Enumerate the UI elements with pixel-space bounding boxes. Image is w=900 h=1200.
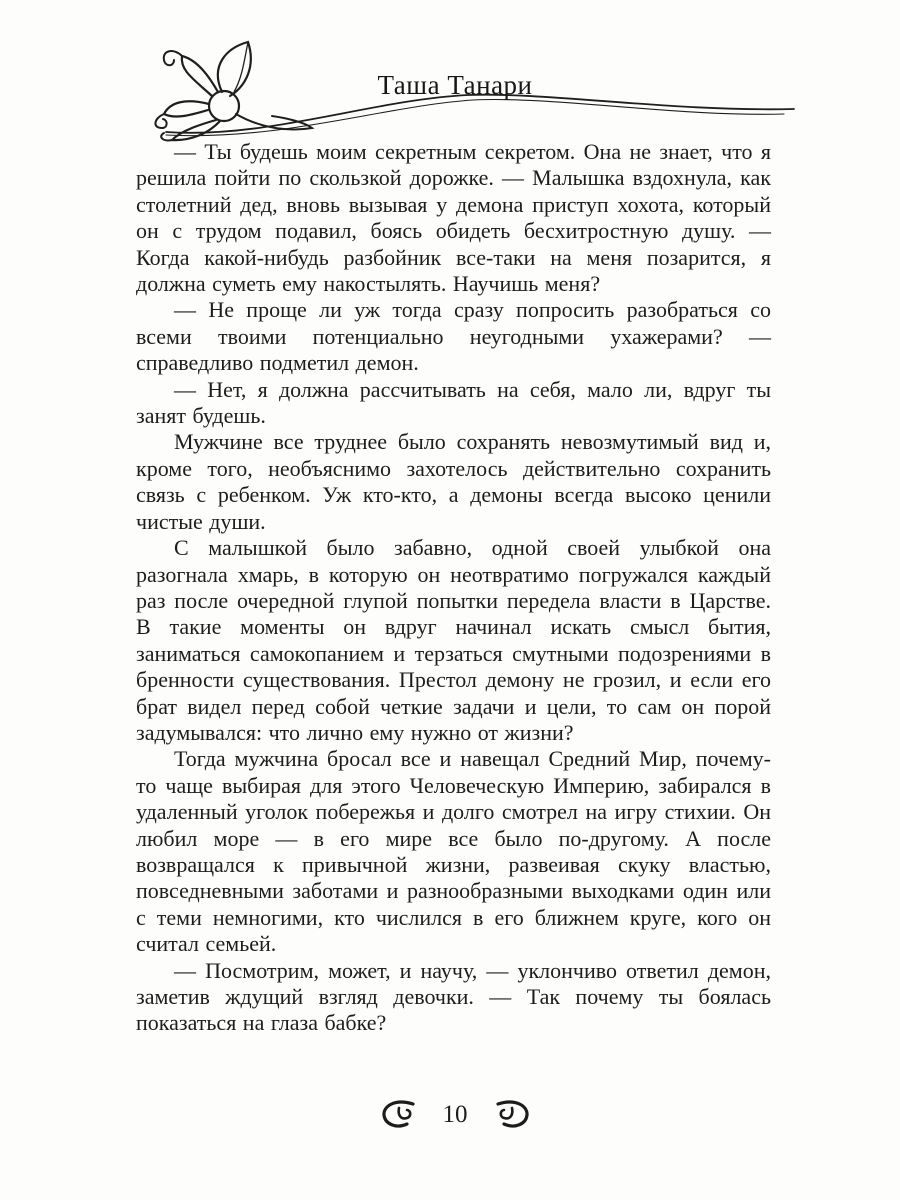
running-head-author: Таша Танари <box>377 70 533 100</box>
paragraph: — Не проще ли уж тогда сразу попросить разобраться со всеми твоими потенциально неугодными ухажерами? — справедливо подметил демон. <box>136 297 771 376</box>
paragraph: — Ты будешь моим секретным секретом. Она не знает, что я решила пойти по скользкой дорожке. — Малышка вздохнула, как столетний дед, вновь вызывая у демона приступ хохота, который он с трудом подавил, боясь обидеть бесхитростную душу. — Когда какой-нибудь разбойник все-таки на меня позарится, я должна суметь ему накостылять. Научишь меня? <box>136 139 771 297</box>
paragraph: — Посмотрим, может, и научу, — уклончиво ответил демон, заметив ждущий взгляд девочки. — Так почему ты боялась показаться на глаза бабке? <box>136 957 771 1036</box>
paragraph: — Нет, я должна рассчитывать на себя, мало ли, вдруг ты занят будешь. <box>136 376 771 429</box>
page-text <box>136 139 771 1037</box>
paragraph: С малышкой было забавно, одной своей улыбкой она разогнала хмарь, в которую он неотвратимо погружался каждый раз после очередной глупой попытки передела власти в Царстве. В такие моменты он вдруг начинал искать смысл бытия, заниматься самокопанием и терзаться смутными подозрениями в бренности существования. Престол демону не грозил, и если его брат видел перед собой четкие задачи и цели, то сам он порой задумывался: что лично ему нужно от жизни? <box>136 535 771 745</box>
page-number: 10 <box>442 1101 468 1128</box>
page-footer <box>0 1100 900 1130</box>
footer-swirl-right-icon <box>494 1100 530 1130</box>
paragraph: Тогда мужчина бросал все и навещал Средний Мир, почему-то чаще выбирая для этого Человеческую Империю, забирался в удаленный уголок побережья и долго смотрел на игру стихии. Он любил море — в его мире все было по-другому. А после возвращался к привычной жизни, развеивая скуку властью, повседневными заботами и разнообразными выходками один или с теми немногими, кто числился в его ближнем круге, кого он считал семьей. <box>136 746 771 957</box>
paragraph: Мужчине все труднее было сохранять невозмутимый вид и, кроме того, необъяснимо захотелось действительно сохранить связь с ребенком. Уж кто-кто, а демоны всегда высоко ценили чистые души. <box>136 429 771 534</box>
footer-swirl-left-icon <box>381 1100 417 1130</box>
